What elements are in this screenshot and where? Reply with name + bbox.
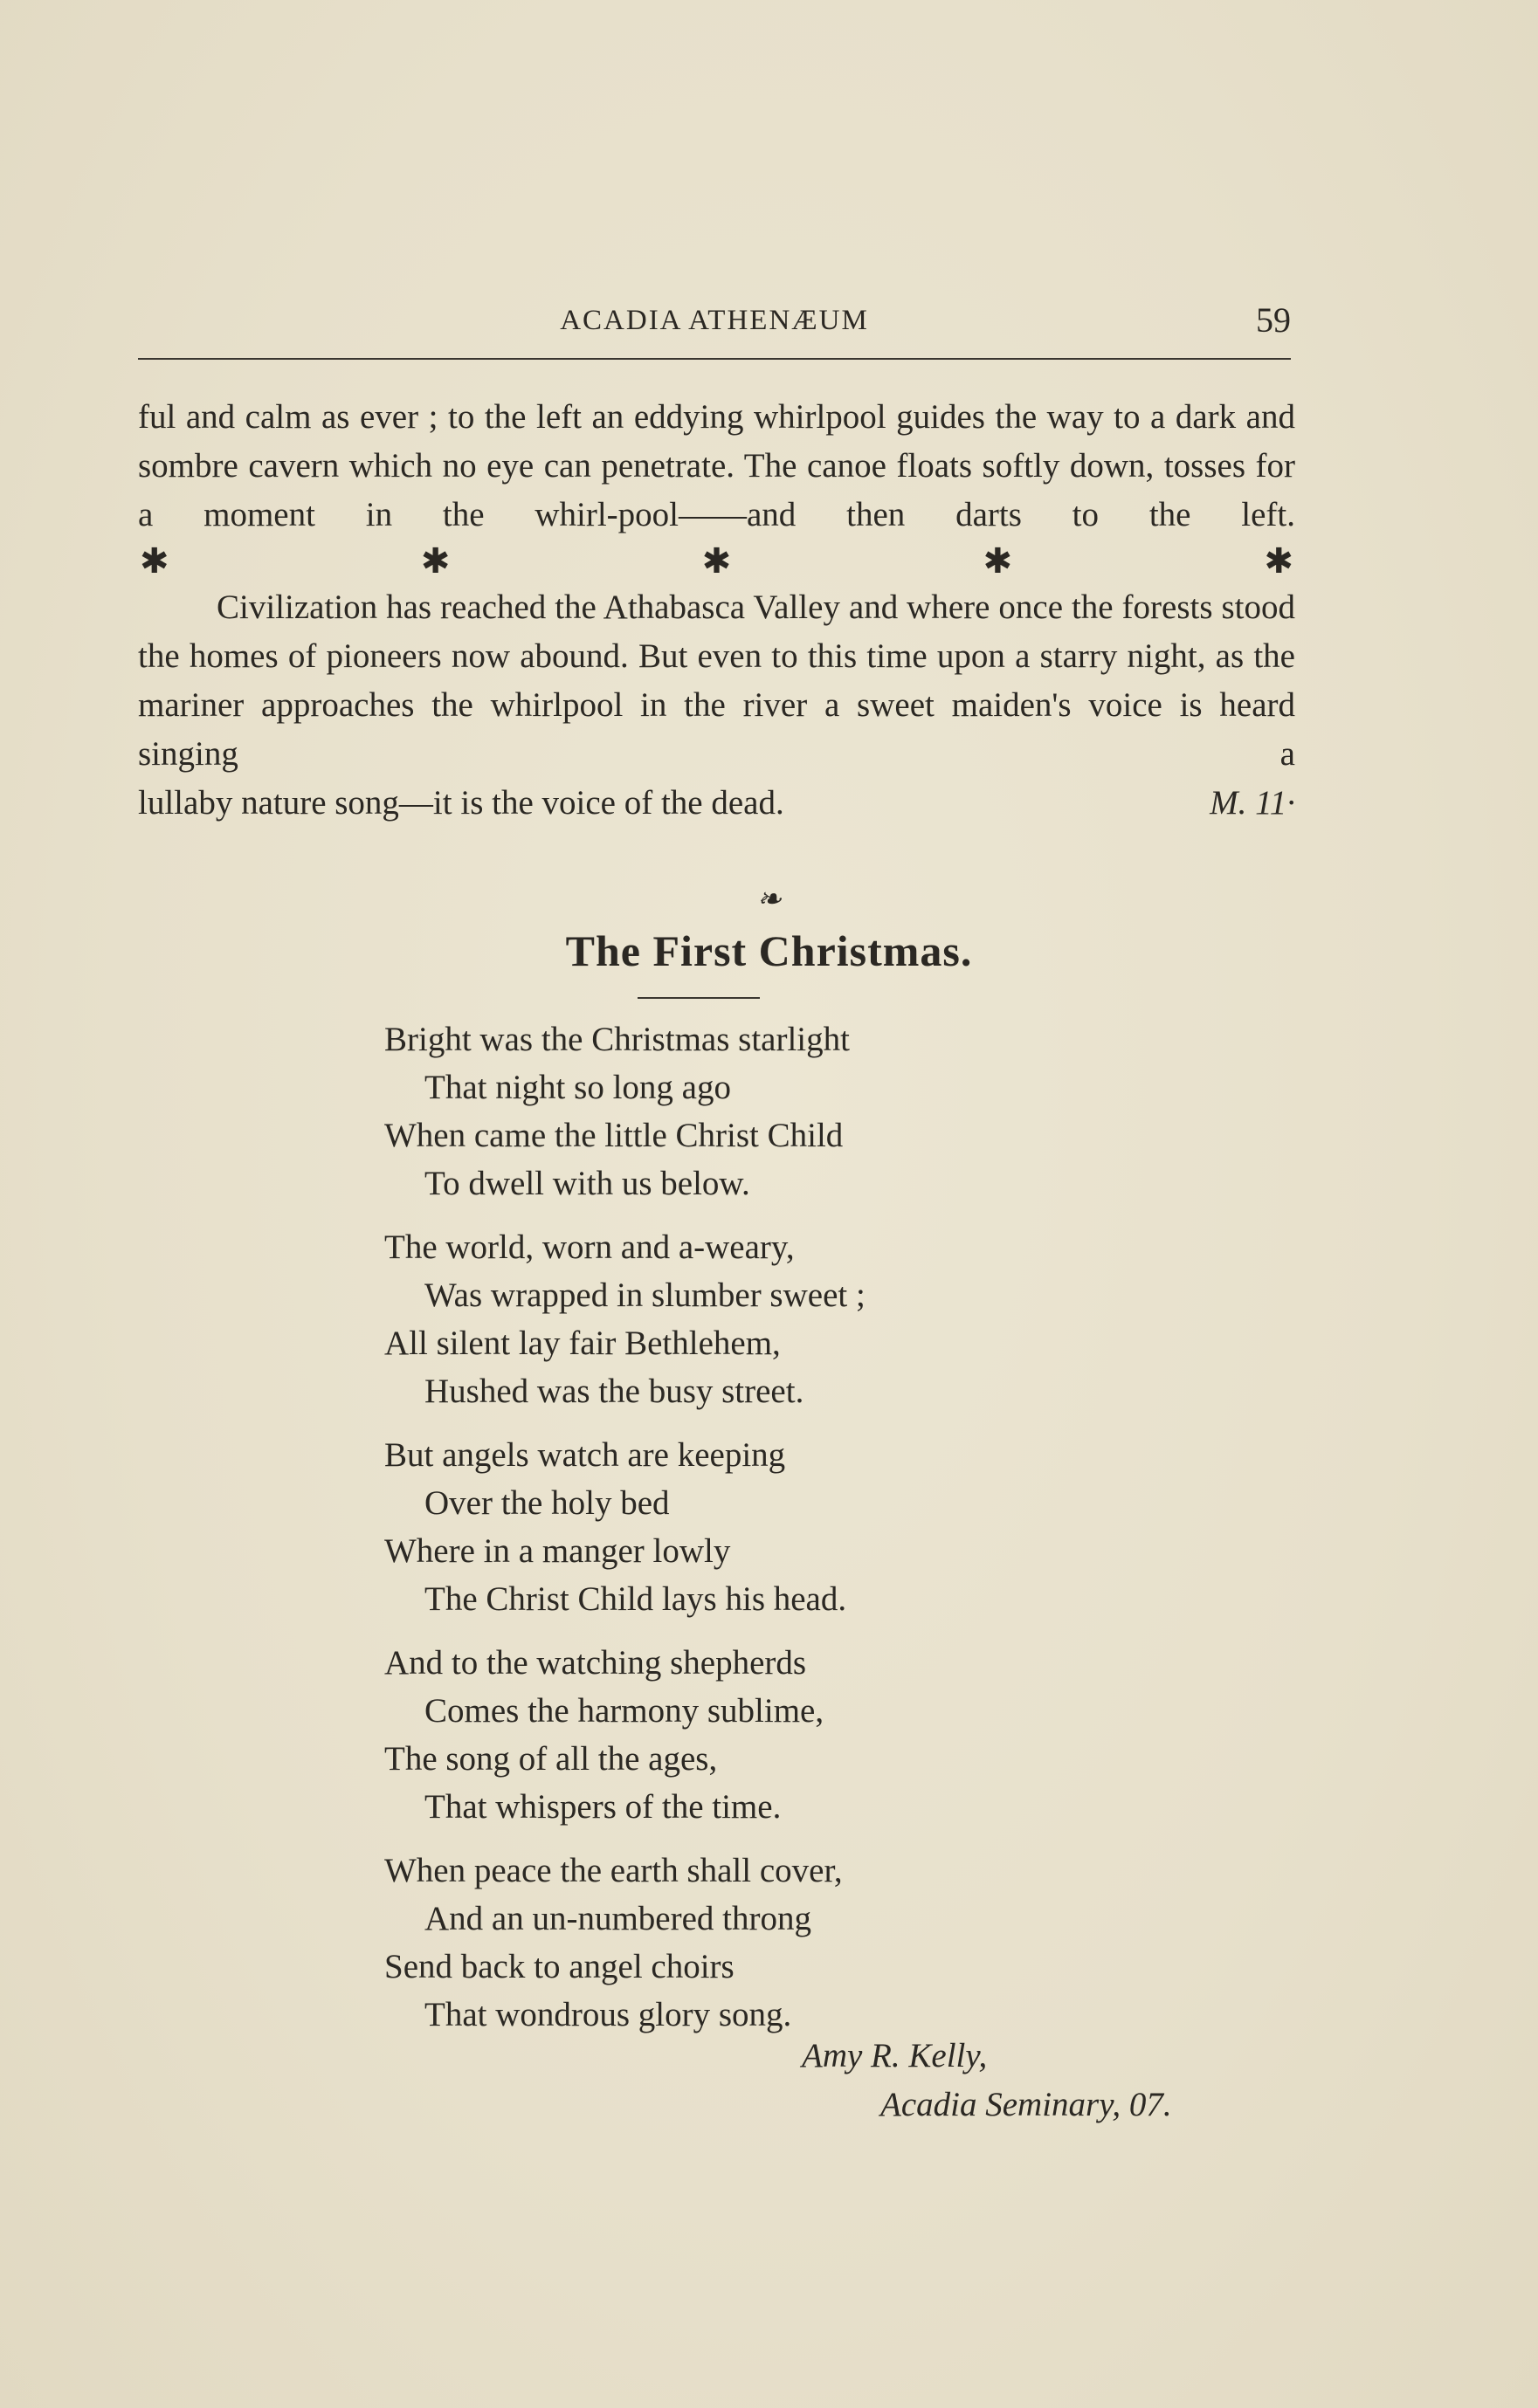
title-rule: [638, 997, 760, 999]
poem-line: And to the watching shepherds: [384, 1644, 807, 1682]
star-glyph: ✱: [140, 541, 169, 581]
header-rule: [138, 358, 1291, 360]
poem-line: Comes the harmony sublime,: [424, 1692, 824, 1730]
poem-line: The Christ Child lays his head.: [424, 1580, 847, 1618]
poem-body: [384, 1015, 866, 2054]
paragraph-closing-line: [138, 779, 1295, 828]
poem-line: That whispers of the time.: [424, 1788, 782, 1826]
poem-line: When peace the earth shall cover,: [384, 1852, 843, 1889]
stanza: [384, 1847, 866, 2039]
poem-line: That night so long ago: [424, 1069, 731, 1106]
paragraph-continuation: ful and calm as ever ; to the left an eddying whirlpool guides the way to a dark and sombre cavern which no eye can penetrate. The canoe floats softly down, tosses for a moment in the whirl-pool——and then darts to the left.: [138, 398, 1295, 533]
poem-line: Send back to angel choirs: [384, 1948, 735, 1985]
poem-line: The song of all the ages,: [384, 1740, 718, 1778]
closing-line-text: lullaby nature song—it is the voice of the dead.: [138, 784, 784, 822]
star-glyph: ✱: [420, 541, 451, 581]
stanza: [384, 1431, 866, 1623]
author-name: Amy R. Kelly,: [802, 2037, 988, 2074]
poem-line: And an un-numbered throng: [424, 1900, 811, 1937]
star-glyph: ✱: [1264, 541, 1293, 581]
star-glyph: ✱: [983, 541, 1013, 581]
poem-line: But angels watch are keeping: [384, 1436, 786, 1474]
poem-line: That wondrous glory song.: [424, 1996, 792, 2033]
page-number: 59: [1256, 300, 1291, 340]
poem-line: When came the little Christ Child: [384, 1117, 844, 1154]
author-initials: M. 11·: [1210, 784, 1295, 822]
poem-line: Was wrapped in slumber sweet ;: [424, 1276, 866, 1314]
stanza: [384, 1015, 866, 1207]
stanza: [384, 1639, 866, 1831]
stanza: [384, 1223, 866, 1415]
paragraph-civilization: Civilization has reached the Athabasca Valley and where once the forests stood the homes of pioneers now abound. But even to this time upon a starry night, as the mariner approaches the whirlpool in the river a sweet maiden's voice is heard singing a: [138, 588, 1295, 773]
poem-line: All silent lay fair Bethlehem,: [384, 1324, 781, 1362]
poem-line: Where in a manger lowly: [384, 1532, 731, 1570]
poem-line: Bright was the Christmas starlight: [384, 1021, 850, 1058]
poem-title: The First Christmas.: [565, 926, 973, 975]
star-glyph: ✱: [701, 541, 732, 581]
ornament-icon: ❧: [756, 884, 782, 916]
running-title: ACADIA ATHENÆUM: [560, 305, 869, 336]
poem-line: Over the holy bed: [424, 1484, 670, 1522]
poem-line: Hushed was the busy street.: [424, 1373, 804, 1410]
prose-section: [138, 393, 1295, 828]
section-break-stars: [138, 540, 1295, 583]
author-affiliation: Acadia Seminary, 07.: [880, 2086, 1172, 2123]
poem-line: The world, worn and a-weary,: [384, 1228, 795, 1266]
page-header: [138, 301, 1291, 345]
poem-signature: [138, 2032, 1265, 2129]
poem-line: To dwell with us below.: [424, 1165, 750, 1202]
